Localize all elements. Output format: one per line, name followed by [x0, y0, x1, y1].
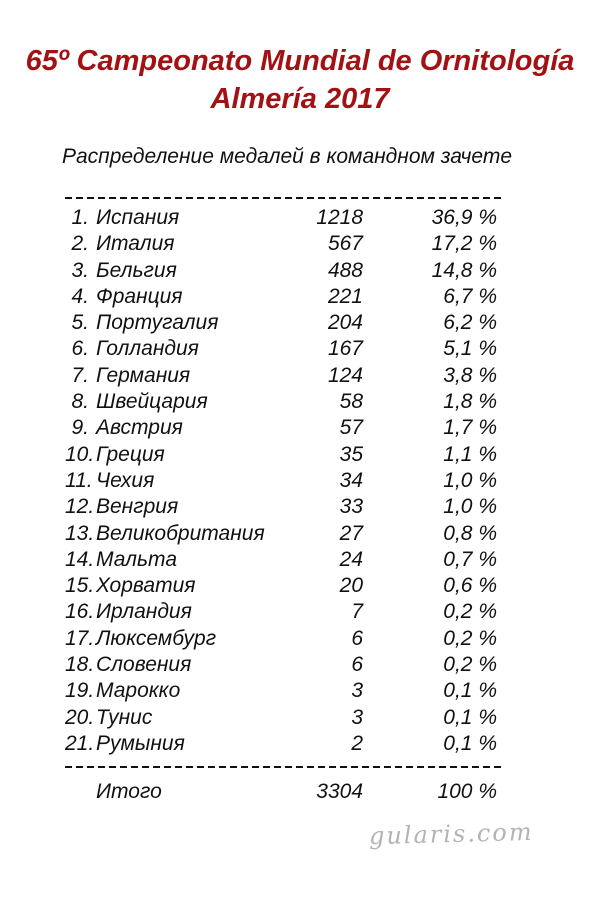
row-percent: 0,8 % [443, 521, 497, 545]
row-country: Румыния [96, 731, 185, 755]
row-medals: 27 [339, 521, 363, 545]
row-percent: 1,1 % [443, 442, 497, 466]
row-medals: 6 [351, 653, 363, 677]
row-country: Марокко [96, 679, 181, 703]
row-rank: 21. [65, 731, 95, 755]
row-percent: 6,7 % [443, 284, 497, 308]
row-medals: 7 [351, 600, 363, 624]
row-percent: 0,2 % [443, 653, 497, 677]
row-country: Германия [96, 363, 191, 387]
row-medals: 567 [327, 232, 363, 256]
row-rank: 6. [71, 337, 89, 361]
row-medals: 33 [339, 495, 363, 519]
page-title-line2: Almería 2017 [210, 83, 390, 115]
row-percent: 0,1 % [443, 731, 497, 755]
row-percent: 0,1 % [443, 679, 497, 703]
row-medals: 34 [339, 468, 363, 492]
row-rank: 15. [65, 574, 95, 598]
page-title [0, 42, 600, 118]
divider-top [65, 197, 503, 199]
row-medals: 221 [327, 284, 363, 308]
row-percent: 36,9 % [431, 206, 497, 229]
row-medals: 1218 [316, 206, 363, 229]
row-medals: 2 [351, 731, 363, 755]
row-rank: 18. [65, 653, 95, 677]
table-row [65, 678, 497, 704]
row-country: Бельгия [96, 258, 177, 282]
medal-table [65, 197, 503, 806]
table-row [65, 494, 497, 520]
row-country: Великобритания [96, 521, 265, 545]
row-percent: 3,8 % [443, 363, 497, 387]
page-title-line1: 65º Campeonato Mundial de Ornitología [25, 45, 575, 77]
row-country: Швейцария [96, 390, 208, 414]
row-country: Тунис [96, 705, 153, 729]
table-row [65, 442, 497, 468]
total-medals: 3304 [316, 780, 363, 804]
row-rank: 5. [71, 311, 89, 335]
row-percent: 14,8 % [431, 258, 497, 282]
table-row [65, 258, 497, 284]
row-country: Франция [96, 284, 183, 308]
row-percent: 1,0 % [443, 468, 497, 492]
row-country: Голландия [96, 337, 199, 361]
row-rank: 9. [71, 416, 89, 440]
table-row [65, 415, 497, 441]
total-label: Итого [96, 780, 162, 804]
row-percent: 0,2 % [443, 600, 497, 624]
table-row [65, 284, 497, 310]
row-country: Греция [96, 442, 165, 466]
row-rank: 8. [71, 390, 89, 414]
row-medals: 488 [327, 258, 363, 282]
row-rank: 10. [65, 442, 95, 466]
row-rank: 7. [71, 363, 89, 387]
row-country: Испания [96, 206, 180, 229]
table-row [65, 626, 497, 652]
row-medals: 58 [339, 390, 363, 414]
subtitle: Распределение медалей в командном зачете [62, 145, 513, 168]
row-percent: 5,1 % [443, 337, 497, 361]
row-rank: 12. [65, 495, 95, 519]
row-percent: 0,6 % [443, 574, 497, 598]
row-medals: 167 [327, 337, 363, 361]
row-rank: 19. [65, 679, 95, 703]
table-row [65, 363, 497, 389]
row-percent: 0,2 % [443, 626, 497, 650]
row-medals: 57 [339, 416, 363, 440]
divider-bottom [65, 766, 503, 768]
row-rank: 16. [65, 600, 95, 624]
row-medals: 124 [327, 363, 363, 387]
row-country: Хорватия [96, 574, 196, 598]
table-row [65, 705, 497, 731]
row-medals: 6 [351, 626, 363, 650]
row-medals: 24 [339, 547, 363, 571]
table-row [65, 652, 497, 678]
row-medals: 204 [327, 311, 363, 335]
row-rank: 14. [65, 547, 95, 571]
row-rank: 1. [71, 206, 89, 229]
row-rank: 13. [65, 521, 95, 545]
row-medals: 20 [339, 574, 363, 598]
row-rank: 3. [71, 258, 89, 282]
row-country: Мальта [96, 547, 177, 571]
row-country: Словения [96, 653, 192, 677]
row-percent: 6,2 % [443, 311, 497, 335]
row-country: Венгрия [96, 495, 179, 519]
row-country: Люксембург [96, 626, 217, 650]
table-row [65, 389, 497, 415]
table-row [65, 731, 497, 757]
row-country: Чехия [96, 468, 155, 492]
row-rank: 11. [65, 468, 93, 492]
row-percent: 1,8 % [443, 390, 497, 414]
row-rank: 20. [65, 705, 95, 729]
row-medals: 35 [339, 442, 363, 466]
row-rank: 17. [65, 626, 95, 650]
row-rank: 2. [71, 232, 89, 256]
total-row [65, 779, 497, 805]
table-row [65, 231, 497, 257]
row-percent: 0,1 % [443, 705, 497, 729]
row-percent: 1,0 % [443, 495, 497, 519]
row-rank: 4. [71, 284, 89, 308]
row-country: Австрия [96, 416, 183, 440]
row-medals: 3 [351, 705, 363, 729]
row-country: Италия [96, 232, 175, 256]
table-row [65, 468, 497, 494]
table-row [65, 336, 497, 362]
total-rank-spacer [65, 779, 89, 805]
row-percent: 1,7 % [443, 416, 497, 440]
row-medals: 3 [351, 679, 363, 703]
total-percent: 100 % [437, 780, 497, 804]
row-percent: 0,7 % [443, 547, 497, 571]
table-row [65, 521, 497, 547]
table-row [65, 599, 497, 625]
watermark: gularis.com [369, 817, 535, 851]
medal-table-body [65, 205, 503, 757]
row-percent: 17,2 % [431, 232, 497, 256]
table-row [65, 547, 497, 573]
row-country: Ирландия [96, 600, 192, 624]
row-country: Португалия [96, 311, 219, 335]
table-row [65, 573, 497, 599]
table-row [65, 310, 497, 336]
table-row [65, 205, 497, 231]
